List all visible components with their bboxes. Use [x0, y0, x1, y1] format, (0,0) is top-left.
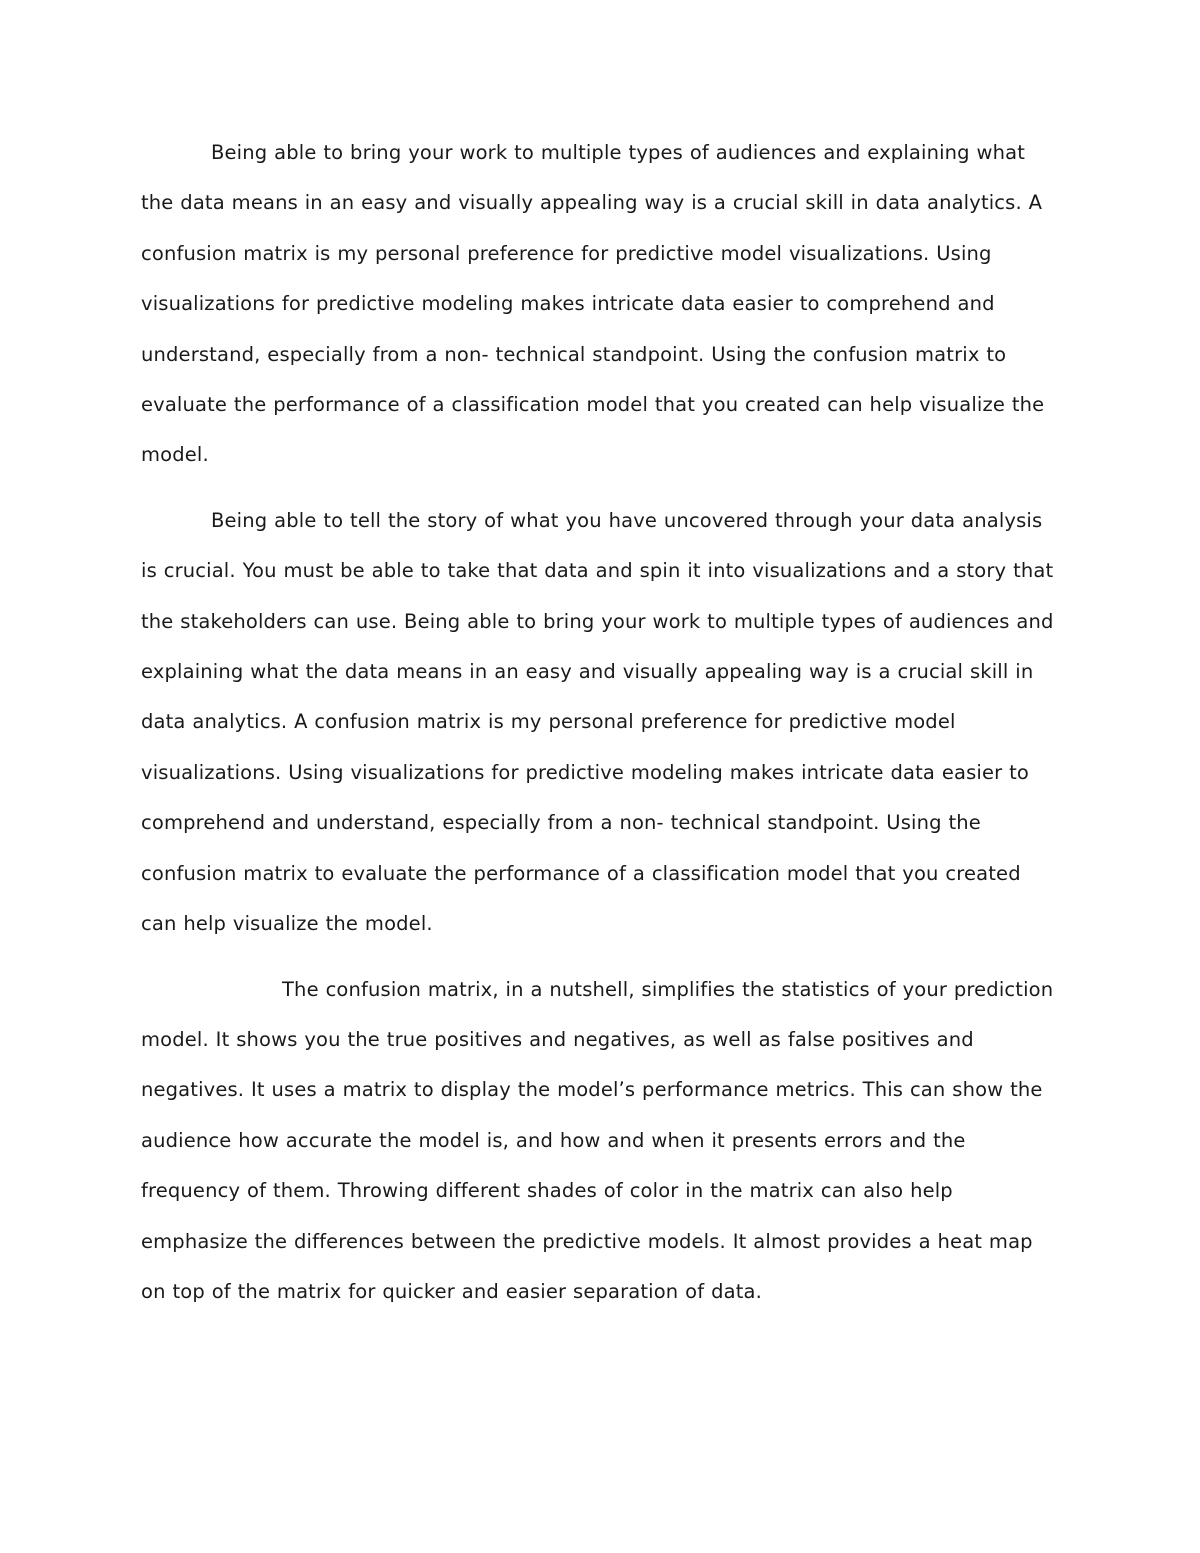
- paragraph-3: The confusion matrix, in a nutshell, simplifies the statistics of your prediction model. It shows you the true positives and negatives, as well as false positives and negatives. It uses a matrix to display the model’s performance metrics. This can show the audience how accurate the model is, and how and when it presents errors and the frequency of them. Throwing different shades of color in the matrix can also help emphasize the differences between the predictive models. It almost provides a heat map on top of the matrix for quicker and easier separation of data.: [141, 977, 1054, 1303]
- document-body: [141, 128, 1061, 1317]
- paragraph-2: Being able to tell the story of what you have uncovered through your data analysis is crucial. You must be able to take that data and spin it into visualizations and a story that the stakeholders can use. Being able to bring your work to multiple types of audiences and explaining what the data means in an easy and visually appealing way is a crucial skill in data analytics. A confusion matrix is my personal preference for predictive model visualizations. Using visualizations for predictive modeling makes intricate data easier to comprehend and understand, especially from a non- technical standpoint. Using the confusion matrix to evaluate the performance of a classification model that you created can help visualize the model.: [141, 508, 1054, 936]
- paragraph-1: Being able to bring your work to multiple types of audiences and explaining what the data means in an easy and visually appealing way is a crucial skill in data analytics. A confusion matrix is my personal preference for predictive model visualizations. Using visualizations for predictive modeling makes intricate data easier to comprehend and understand, especially from a non- technical standpoint. Using the confusion matrix to evaluate the performance of a classification model that you created can help visualize the model.: [141, 141, 1045, 467]
